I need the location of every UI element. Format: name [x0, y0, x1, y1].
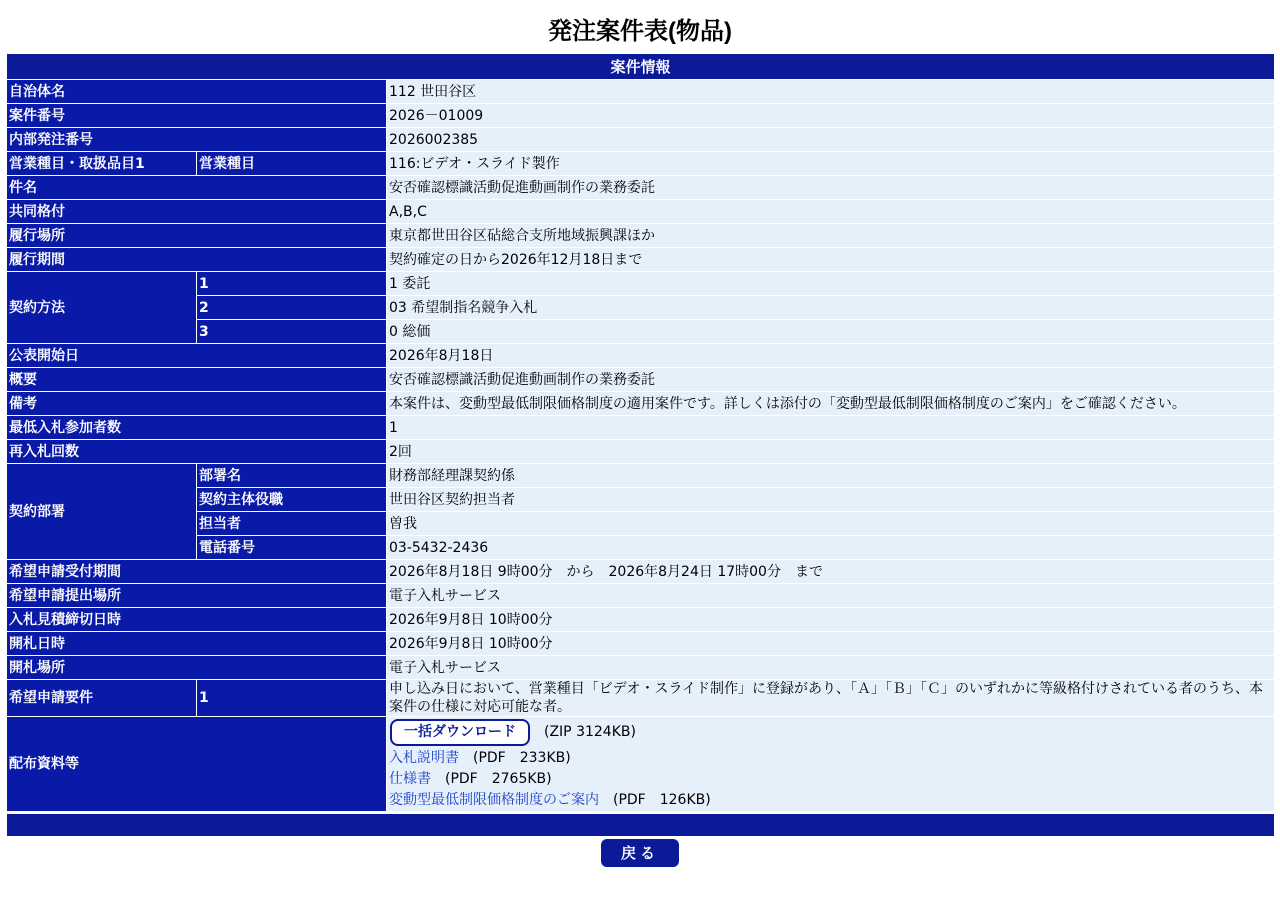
row-sublabel: 部署名	[197, 464, 387, 488]
file-link-specification[interactable]: 仕様書	[389, 771, 431, 787]
table-row	[7, 368, 1274, 392]
row-label: 配布資料等	[7, 717, 387, 812]
row-label: 再入札回数	[7, 440, 387, 464]
row-label: 内部発注番号	[7, 128, 387, 152]
row-value: 電子入札サービス	[387, 584, 1274, 608]
row-label: 履行場所	[7, 224, 387, 248]
row-value: 2026002385	[387, 128, 1274, 152]
file-size: (ZIP 3124KB)	[544, 724, 636, 740]
row-value: 安否確認標識活動促進動画制作の業務委託	[387, 368, 1274, 392]
table-row	[7, 488, 1274, 512]
row-label: 件名	[7, 176, 387, 200]
row-sublabel: 1	[197, 680, 387, 717]
row-value: 2回	[387, 440, 1274, 464]
table-row	[7, 656, 1274, 680]
file-link-price-guide[interactable]: 変動型最低制限価格制度のご案内	[389, 792, 599, 808]
row-sublabel: 3	[197, 320, 387, 344]
row-sublabel: 営業種目	[197, 152, 387, 176]
row-sublabel: 電話番号	[197, 536, 387, 560]
table-row	[7, 584, 1274, 608]
row-value: 東京都世田谷区砧総合支所地域振興課ほか	[387, 224, 1274, 248]
file-link-explanation[interactable]: 入札説明書	[389, 750, 459, 766]
row-value: 申し込み日において、営業種目「ビデオ・スライド制作」に登録があり、「Ａ」「Ｂ」「Ｃ」のいずれかに等級格付けされている者のうち、本案件の仕様に対応可能な者。	[387, 680, 1274, 717]
table-row	[7, 416, 1274, 440]
table-row	[7, 200, 1274, 224]
table-row	[7, 128, 1274, 152]
row-label: 案件番号	[7, 104, 387, 128]
row-sublabel: 契約主体役職	[197, 488, 387, 512]
row-sublabel: 担当者	[197, 512, 387, 536]
table-row	[7, 560, 1274, 584]
row-value: A,B,C	[387, 200, 1274, 224]
table-row	[7, 320, 1274, 344]
row-value: 112 世田谷区	[387, 80, 1274, 104]
row-label: 共同格付	[7, 200, 387, 224]
row-value: 2026－01009	[387, 104, 1274, 128]
page-title: 発注案件表(物品)	[548, 18, 732, 45]
row-label: 希望申請提出場所	[7, 584, 387, 608]
row-label: 契約方法	[7, 272, 197, 344]
file-size: (PDF 2765KB)	[445, 771, 552, 787]
row-value: 本案件は、変動型最低制限価格制度の適用案件です。詳しくは添付の「変動型最低制限価格制度のご案内」をご確認ください。	[387, 392, 1274, 416]
bulk-download-button[interactable]: 一括ダウンロード	[390, 719, 530, 746]
table-row	[7, 608, 1274, 632]
table-row	[7, 536, 1274, 560]
table-row	[7, 464, 1274, 488]
row-label: 開札日時	[7, 632, 387, 656]
table-row	[7, 392, 1274, 416]
row-value: 契約確定の日から2026年12月18日まで	[387, 248, 1274, 272]
table-row	[7, 272, 1274, 296]
row-label: 入札見積締切日時	[7, 608, 387, 632]
table-row	[7, 512, 1274, 536]
row-value: 2026年8月18日 9時00分 から 2026年8月24日 17時00分 まで	[387, 560, 1274, 584]
section-header: 案件情報	[7, 54, 1274, 80]
row-label: 備考	[7, 392, 387, 416]
back-button[interactable]: 戻る	[601, 839, 679, 867]
row-value: 1 委託	[387, 272, 1274, 296]
row-value: 2026年9月8日 10時00分	[387, 608, 1274, 632]
row-value: 0 総価	[387, 320, 1274, 344]
row-value: 116:ビデオ・スライド製作	[387, 152, 1274, 176]
row-value: 電子入札サービス	[387, 656, 1274, 680]
file-size: (PDF 233KB)	[473, 750, 571, 766]
row-label: 最低入札参加者数	[7, 416, 387, 440]
row-label: 履行期間	[7, 248, 387, 272]
row-value: 1	[387, 416, 1274, 440]
table-row	[7, 80, 1274, 104]
row-value: 世田谷区契約担当者	[387, 488, 1274, 512]
row-label: 希望申請受付期間	[7, 560, 387, 584]
row-value: 03-5432-2436	[387, 536, 1274, 560]
row-label: 公表開始日	[7, 344, 387, 368]
row-sublabel: 1	[197, 272, 387, 296]
row-label: 開札場所	[7, 656, 387, 680]
row-value: 2026年9月8日 10時00分	[387, 632, 1274, 656]
row-value: 曽我	[387, 512, 1274, 536]
table-row	[7, 248, 1274, 272]
table-row	[7, 440, 1274, 464]
row-value: 2026年8月18日	[387, 344, 1274, 368]
row-label: 営業種目・取扱品目1	[7, 152, 197, 176]
file-size: (PDF 126KB)	[613, 792, 711, 808]
row-label: 自治体名	[7, 80, 387, 104]
footer-bar	[7, 814, 1274, 836]
row-label: 契約部署	[7, 464, 197, 560]
row-sublabel: 2	[197, 296, 387, 320]
table-row	[7, 632, 1274, 656]
table-row	[7, 717, 1274, 812]
row-label: 概要	[7, 368, 387, 392]
table-row	[7, 224, 1274, 248]
row-value: 財務部経理課契約係	[387, 464, 1274, 488]
table-row	[7, 296, 1274, 320]
table-row	[7, 344, 1274, 368]
row-label: 希望申請要件	[7, 680, 197, 717]
table-row	[7, 176, 1274, 200]
row-value: 安否確認標識活動促進動画制作の業務委託	[387, 176, 1274, 200]
documents-cell	[387, 717, 1274, 812]
row-value: 03 希望制指名競争入札	[387, 296, 1274, 320]
table-row	[7, 680, 1274, 717]
table-row	[7, 104, 1274, 128]
case-info-table	[7, 54, 1274, 812]
table-row	[7, 152, 1274, 176]
